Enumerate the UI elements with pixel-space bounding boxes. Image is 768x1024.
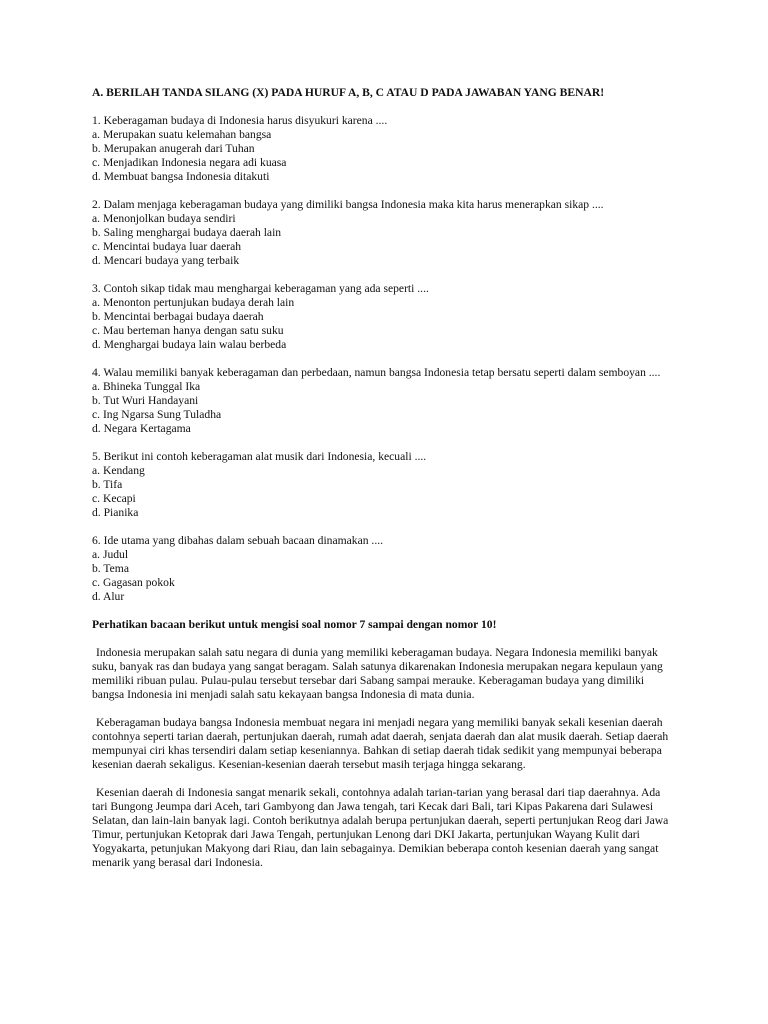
question-text: 6. Ide utama yang dibahas dalam sebuah bacaan dinamakan .... [92, 534, 384, 547]
section-heading: A. BERILAH TANDA SILANG (X) PADA HURUF A, B, C ATAU D PADA JAWABAN YANG BENAR! [92, 86, 605, 99]
question-block [92, 450, 676, 520]
question-text: 4. Walau memiliki banyak keberagaman dan perbedaan, namun bangsa Indonesia tetap bersatu seperti dalam semboyan .... [92, 366, 661, 379]
reading-instruction: Perhatikan bacaan berikut untuk mengisi soal nomor 7 sampai dengan nomor 10! [92, 618, 497, 631]
answer-option: c. Mencintai budaya luar daerah [92, 240, 242, 253]
question-block [92, 114, 676, 184]
answer-option: a. Menonton pertunjukan budaya derah lain [92, 296, 295, 309]
document-page [92, 86, 676, 884]
question-text: 1. Keberagaman budaya di Indonesia harus disyukuri karena .... [92, 114, 388, 127]
answer-option: d. Pianika [92, 506, 139, 519]
answer-option: c. Menjadikan Indonesia negara adi kuasa [92, 156, 287, 169]
passage-paragraph: Indonesia merupakan salah satu negara di dunia yang memiliki keberagaman budaya. Negara Indonesia memiliki banyak suku, banyak ras dan budaya yang sangat beragam. Salah satunya dikarenakan Indonesia merupakan negara kepulaun yang memiliki ribuan pulau. Pulau-pulau tersebut tersebar dari Sabang sampai merauke. Keberagaman budaya yang dimiliki bangsa Indonesia ini menjadi salah satu kekayaan bangsa Indonesia di mata dunia. [92, 646, 663, 701]
answer-option: d. Membuat bangsa Indonesia ditakuti [92, 170, 270, 183]
passage-paragraph: Kesenian daerah di Indonesia sangat menarik sekali, contohnya adalah tarian-tarian yang berasal dari tiap daerahnya. Ada tari Bungong Jeumpa dari Aceh, tari Gambyong dan Jawa tengah, tari Kecak dari Bali, tari Kipas Pakarena dari Sulawesi Selatan, dan lain-lain banyak lagi. Contoh berikutnya adalah berupa pertunjukan daerah, seperti pertunjukan Reog dari Jawa Timur, pertunjukan Ketoprak dari Jawa Tengah, pertunjukan Lenong dari DKI Jakarta, pertunjukan Wayang Kulit dari Yogyakarta, petunjukan Makyong dari Riau, dan lain sebagainya. Demikian beberapa contoh kesenian daerah yang sangat menarik yang berasal dari Indonesia. [92, 786, 669, 869]
answer-option: d. Menghargai budaya lain walau berbeda [92, 338, 287, 351]
answer-option: b. Tut Wuri Handayani [92, 394, 199, 407]
answer-option: b. Tema [92, 562, 129, 575]
answer-option: b. Merupakan anugerah dari Tuhan [92, 142, 255, 155]
answer-option: a. Menonjolkan budaya sendiri [92, 212, 236, 225]
question-text: 2. Dalam menjaga keberagaman budaya yang dimiliki bangsa Indonesia maka kita harus menerapkan sikap .... [92, 198, 604, 211]
answer-option: c. Mau berteman hanya dengan satu suku [92, 324, 284, 337]
answer-option: d. Negara Kertagama [92, 422, 191, 435]
answer-option: b. Saling menghargai budaya daerah lain [92, 226, 282, 239]
answer-option: c. Gagasan pokok [92, 576, 175, 589]
answer-option: a. Bhineka Tunggal Ika [92, 380, 201, 393]
question-block [92, 198, 676, 268]
question-block [92, 534, 676, 604]
question-text: 5. Berikut ini contoh keberagaman alat musik dari Indonesia, kecuali .... [92, 450, 427, 463]
passage-paragraph: Keberagaman budaya bangsa Indonesia membuat negara ini menjadi negara yang memiliki banyak sekali kesenian daerah contohnya seperti tarian daerah, pertunjukan daerah, rumah adat daerah, senjata daerah dan alat musik daerah. Setiap daerah mempunyai ciri khas tersendiri dalam setiap keseniannya. Bahkan di setiap daerah tidak sedikit yang mempunyai beberapa kesenian daerah sekaligus. Kesenian-kesenian daerah tersebut masih terjaga hingga sekarang. [92, 716, 669, 771]
reading-passage [92, 646, 676, 870]
answer-option: c. Kecapi [92, 492, 136, 505]
answer-option: b. Tifa [92, 478, 123, 491]
question-text: 3. Contoh sikap tidak mau menghargai keberagaman yang ada seperti .... [92, 282, 429, 295]
answer-option: c. Ing Ngarsa Sung Tuladha [92, 408, 222, 421]
answer-option: d. Alur [92, 590, 125, 603]
question-block [92, 366, 676, 436]
question-block [92, 282, 676, 352]
answer-option: a. Judul [92, 548, 129, 561]
answer-option: a. Merupakan suatu kelemahan bangsa [92, 128, 272, 141]
question-list [92, 114, 676, 604]
answer-option: b. Mencintai berbagai budaya daerah [92, 310, 264, 323]
answer-option: a. Kendang [92, 464, 145, 477]
answer-option: d. Mencari budaya yang terbaik [92, 254, 240, 267]
